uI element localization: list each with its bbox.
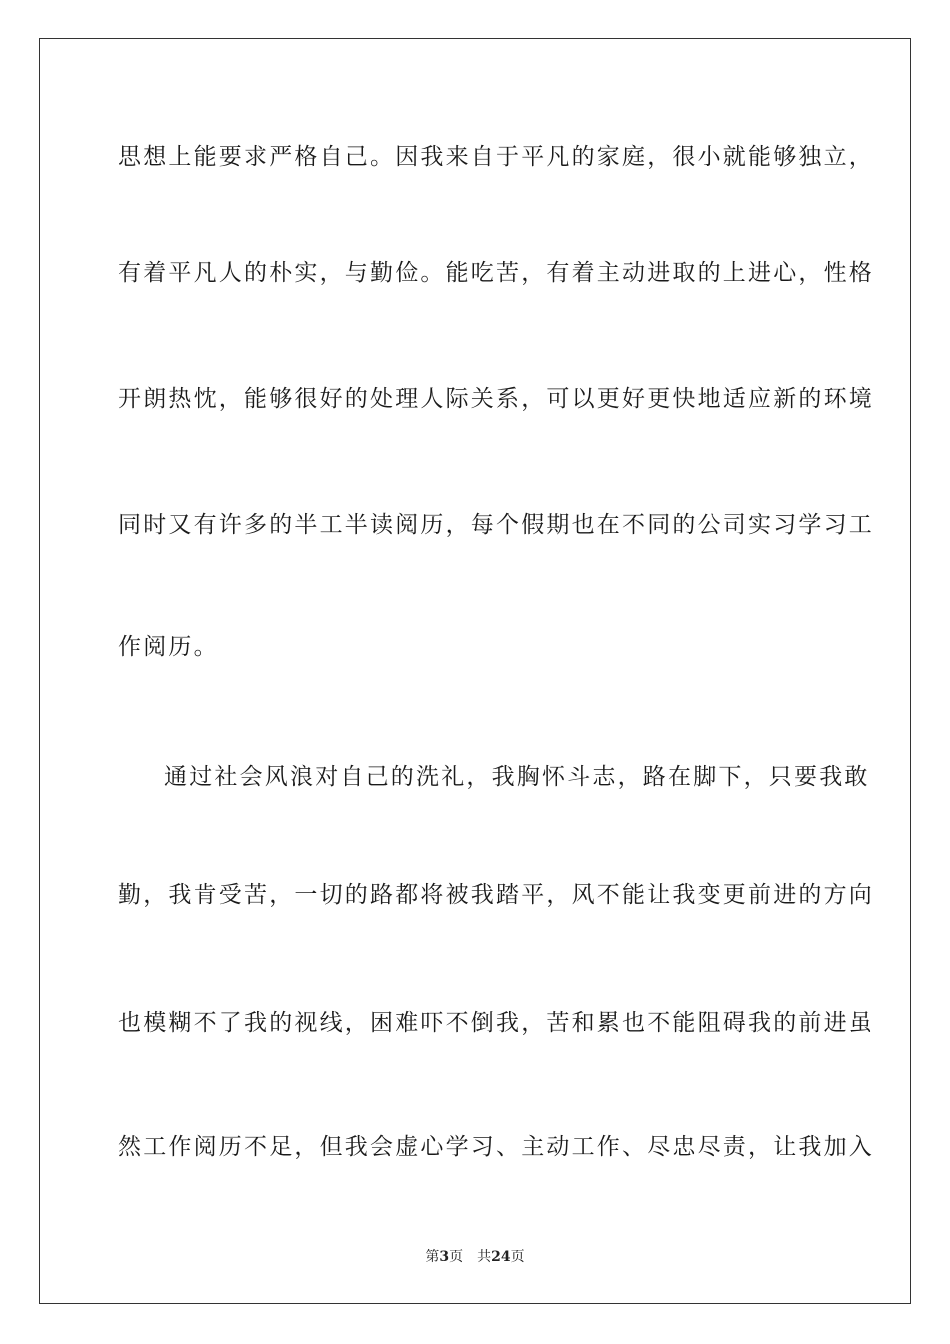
footer-total-prefix: 共 bbox=[477, 1249, 492, 1265]
paragraph-line-3: 开朗热忱，能够很好的处理人际关系，可以更好更快地适应新的环境 bbox=[118, 386, 874, 412]
paragraph-line-4: 同时又有许多的半工半读阅历，每个假期也在不同的公司实习学习工 bbox=[118, 512, 874, 538]
paragraph-line-6: 通过社会风浪对自己的洗礼，我胸怀斗志，路在脚下，只要我敢 bbox=[164, 764, 870, 790]
paragraph-line-9: 然工作阅历不足，但我会虚心学习、主动工作、尽忠尽责，让我加入 bbox=[118, 1134, 874, 1160]
page-footer bbox=[0, 1247, 950, 1267]
footer-total-pages: 24 bbox=[491, 1249, 511, 1265]
paragraph-line-8: 也模糊不了我的视线，困难吓不倒我，苦和累也不能阻碍我的前进虽 bbox=[118, 1010, 874, 1036]
paragraph-line-5: 作阅历。 bbox=[118, 634, 219, 660]
paragraph-line-1: 思想上能要求严格自己。因我来自于平凡的家庭，很小就能够独立， bbox=[118, 144, 874, 170]
footer-total-suffix: 页 bbox=[510, 1249, 525, 1265]
paragraph-line-2: 有着平凡人的朴实，与勤俭。能吃苦，有着主动进取的上进心，性格 bbox=[118, 260, 874, 286]
footer-page-suffix: 页 bbox=[449, 1249, 464, 1265]
footer-page-prefix: 第 bbox=[425, 1249, 440, 1265]
page-border bbox=[39, 38, 911, 1304]
paragraph-line-7: 勤，我肯受苦，一切的路都将被我踏平，风不能让我变更前进的方向 bbox=[118, 882, 874, 908]
footer-page-number: 3 bbox=[439, 1249, 450, 1265]
